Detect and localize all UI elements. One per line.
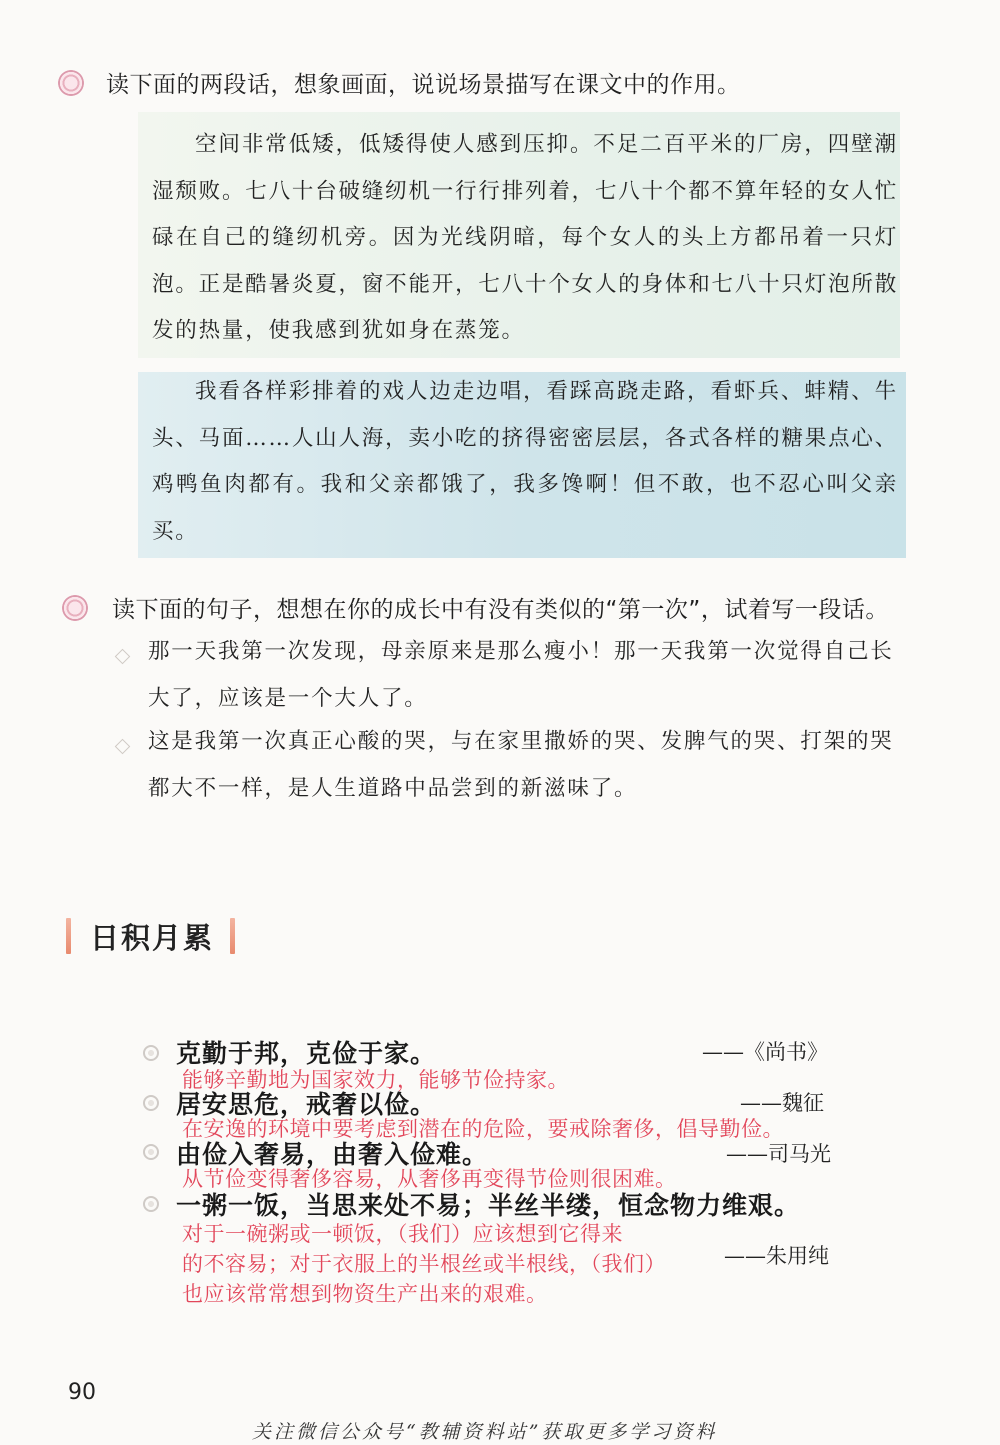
quote-1-text: 克勤于邦，克俭于家。 [176,1039,437,1068]
quote-bullet-icon [143,1196,159,1212]
section-title-right-bar [230,918,235,954]
quote-3-text: 由俭入奢易，由奢入俭难。 [176,1140,489,1169]
diamond-bullet-icon [115,739,131,755]
exercise-1-instruction: 读下面的两段话，想象画面，说说场景描写在课文中的作用。 [106,72,741,98]
quote-1-author: ——《尚书》 [702,1040,828,1064]
quote-bullet-icon [143,1095,159,1111]
passage-1-text: 空间非常低矮，低矮得使人感到压抑。不足二百平米的厂房，四壁潮湿颓败。七八十台破缝纫机一行行排列着，七八十个都不算年轻的女人忙碌在自己的缝纫机旁。因为光线阴暗，每个女人的头上方都吊着一只灯泡。正是酷暑炎夏，窗不能开，七八十个女人的身体和七八十只灯泡所散发的热量，使我感到犹如身在蒸笼。 [152,132,898,343]
quote-1-translation: 能够辛勤地为国家效力，能够节俭持家。 [182,1068,569,1092]
example-sentence-1: 那一天我第一次发现，母亲原来是那么瘦小！那一天我第一次觉得自己长大了，应该是一个大人了。 [148,639,894,711]
quote-3-translation: 从节俭变得奢侈容易，从奢侈再变得节俭则很困难。 [182,1167,677,1191]
quote-4-translation-line-3: 也应该常常想到物资生产出来的艰难。 [182,1282,548,1306]
quote-2-translation: 在安逸的环境中要考虑到潜在的危险，要戒除奢侈，倡导勤俭。 [182,1117,784,1141]
page-number: 90 [68,1380,96,1405]
quote-4-translation-line-1: 对于一碗粥或一顿饭，（我们）应该想到它得来 [182,1222,623,1246]
section-title-left-bar [66,918,71,954]
footer-note: 关注微信公众号“教辅资料站”获取更多学习资料 [252,1421,718,1443]
example-sentence-2: 这是我第一次真正心酸的哭，与在家里撒娇的哭、发脾气的哭、打架的哭都大不一样，是人生道路中品尝到的新滋味了。 [148,729,894,801]
quote-4-translation-line-2: 的不容易；对于衣服上的半根丝或半根线，（我们） [182,1252,666,1276]
section-title: 日积月累 [90,921,215,955]
quote-4-text: 一粥一饭，当思来处不易；半丝半缕，恒念物力维艰。 [176,1191,801,1220]
quote-bullet-icon [143,1144,159,1160]
exercise-2-instruction: 读下面的句子，想想在你的成长中有没有类似的“第一次”，试着写一段话。 [112,597,889,623]
diamond-bullet-icon [115,649,131,665]
quote-3-author: ——司马光 [726,1142,831,1166]
passage-2-text: 我看各样彩排着的戏人边走边唱，看踩高跷走路，看虾兵、蚌精、牛头、马面……人山人海，卖小吃的挤得密密层层，各式各样的糖果点心、鸡鸭鱼肉都有。我和父亲都饿了，我多馋啊！但不敢，也不忍心叫父亲买。 [152,379,898,544]
exercise-bullet-icon [62,595,88,621]
quote-bullet-icon [143,1045,159,1061]
exercise-bullet-icon [58,70,84,96]
passage-2 [152,369,898,555]
passage-1 [152,122,898,355]
quote-2-text: 居安思危，戒奢以俭。 [176,1090,437,1119]
quote-2-author: ——魏征 [740,1091,824,1115]
quote-4-author: ——朱用纯 [724,1244,829,1268]
